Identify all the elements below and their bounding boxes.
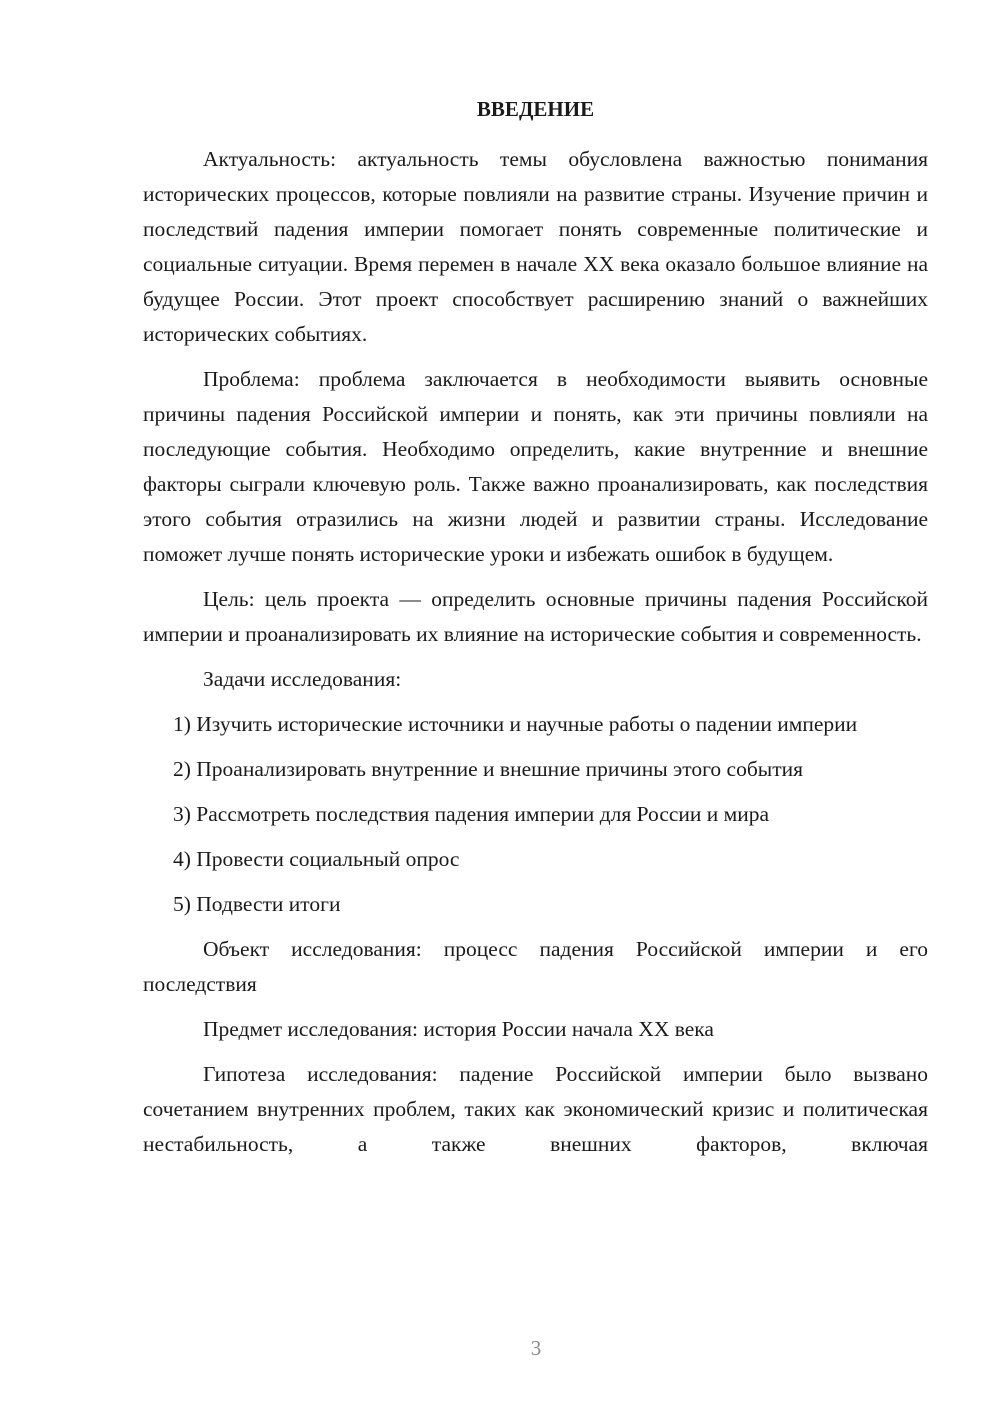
paragraph-goal: Цель: цель проекта — определить основные причины падения Российской империи и проанализировать их влияние на исторические события и современность.	[143, 587, 928, 646]
paragraph-hypothesis: Гипотеза исследования: падение Российской империи было вызвано сочетанием внутренних проблем, таких как экономический кризис и политическая нестабильность, а также внешних факторов, включая	[143, 1062, 928, 1156]
paragraph-object: Объект исследования: процесс падения Российской империи и его последствия	[143, 937, 928, 996]
task-item-1: 1) Изучить исторические источники и научные работы о падении империи	[173, 712, 858, 736]
task-item-3: 3) Рассмотреть последствия падения империи для России и мира	[173, 802, 770, 826]
paragraph-subject: Предмет исследования: история России начала XX века	[203, 1017, 714, 1041]
paragraph-tasks-heading: Задачи исследования:	[203, 667, 402, 691]
document-page	[143, 94, 928, 1162]
paragraph-problem: Проблема: проблема заключается в необходимости выявить основные причины падения Российской империи и понять, как эти причины повлияли на последующие события. Необходимо определить, какие внутренние и внешние факторы сыграли ключевую роль. Также важно проанализировать, как последствия этого события отразились на жизни людей и развитии страны. Исследование поможет лучше понять исторические уроки и избежать ошибок в будущем.	[143, 367, 928, 566]
task-item-4: 4) Провести социальный опрос	[173, 847, 460, 871]
paragraph-relevance: Актуальность: актуальность темы обусловлена важностью понимания исторических процессов, которые повлияли на развитие страны. Изучение причин и последствий падения империи помогает понять современные политические и социальные ситуации. Время перемен в начале XX века оказало большое влияние на будущее России. Этот проект способствует расширению знаний о важнейших исторических событиях.	[143, 147, 928, 346]
page-number: 3	[530, 1336, 542, 1360]
section-title: ВВЕДЕНИЕ	[476, 97, 595, 121]
task-item-2: 2) Проанализировать внутренние и внешние причины этого события	[173, 757, 803, 781]
task-item-5: 5) Подвести итоги	[173, 892, 341, 916]
